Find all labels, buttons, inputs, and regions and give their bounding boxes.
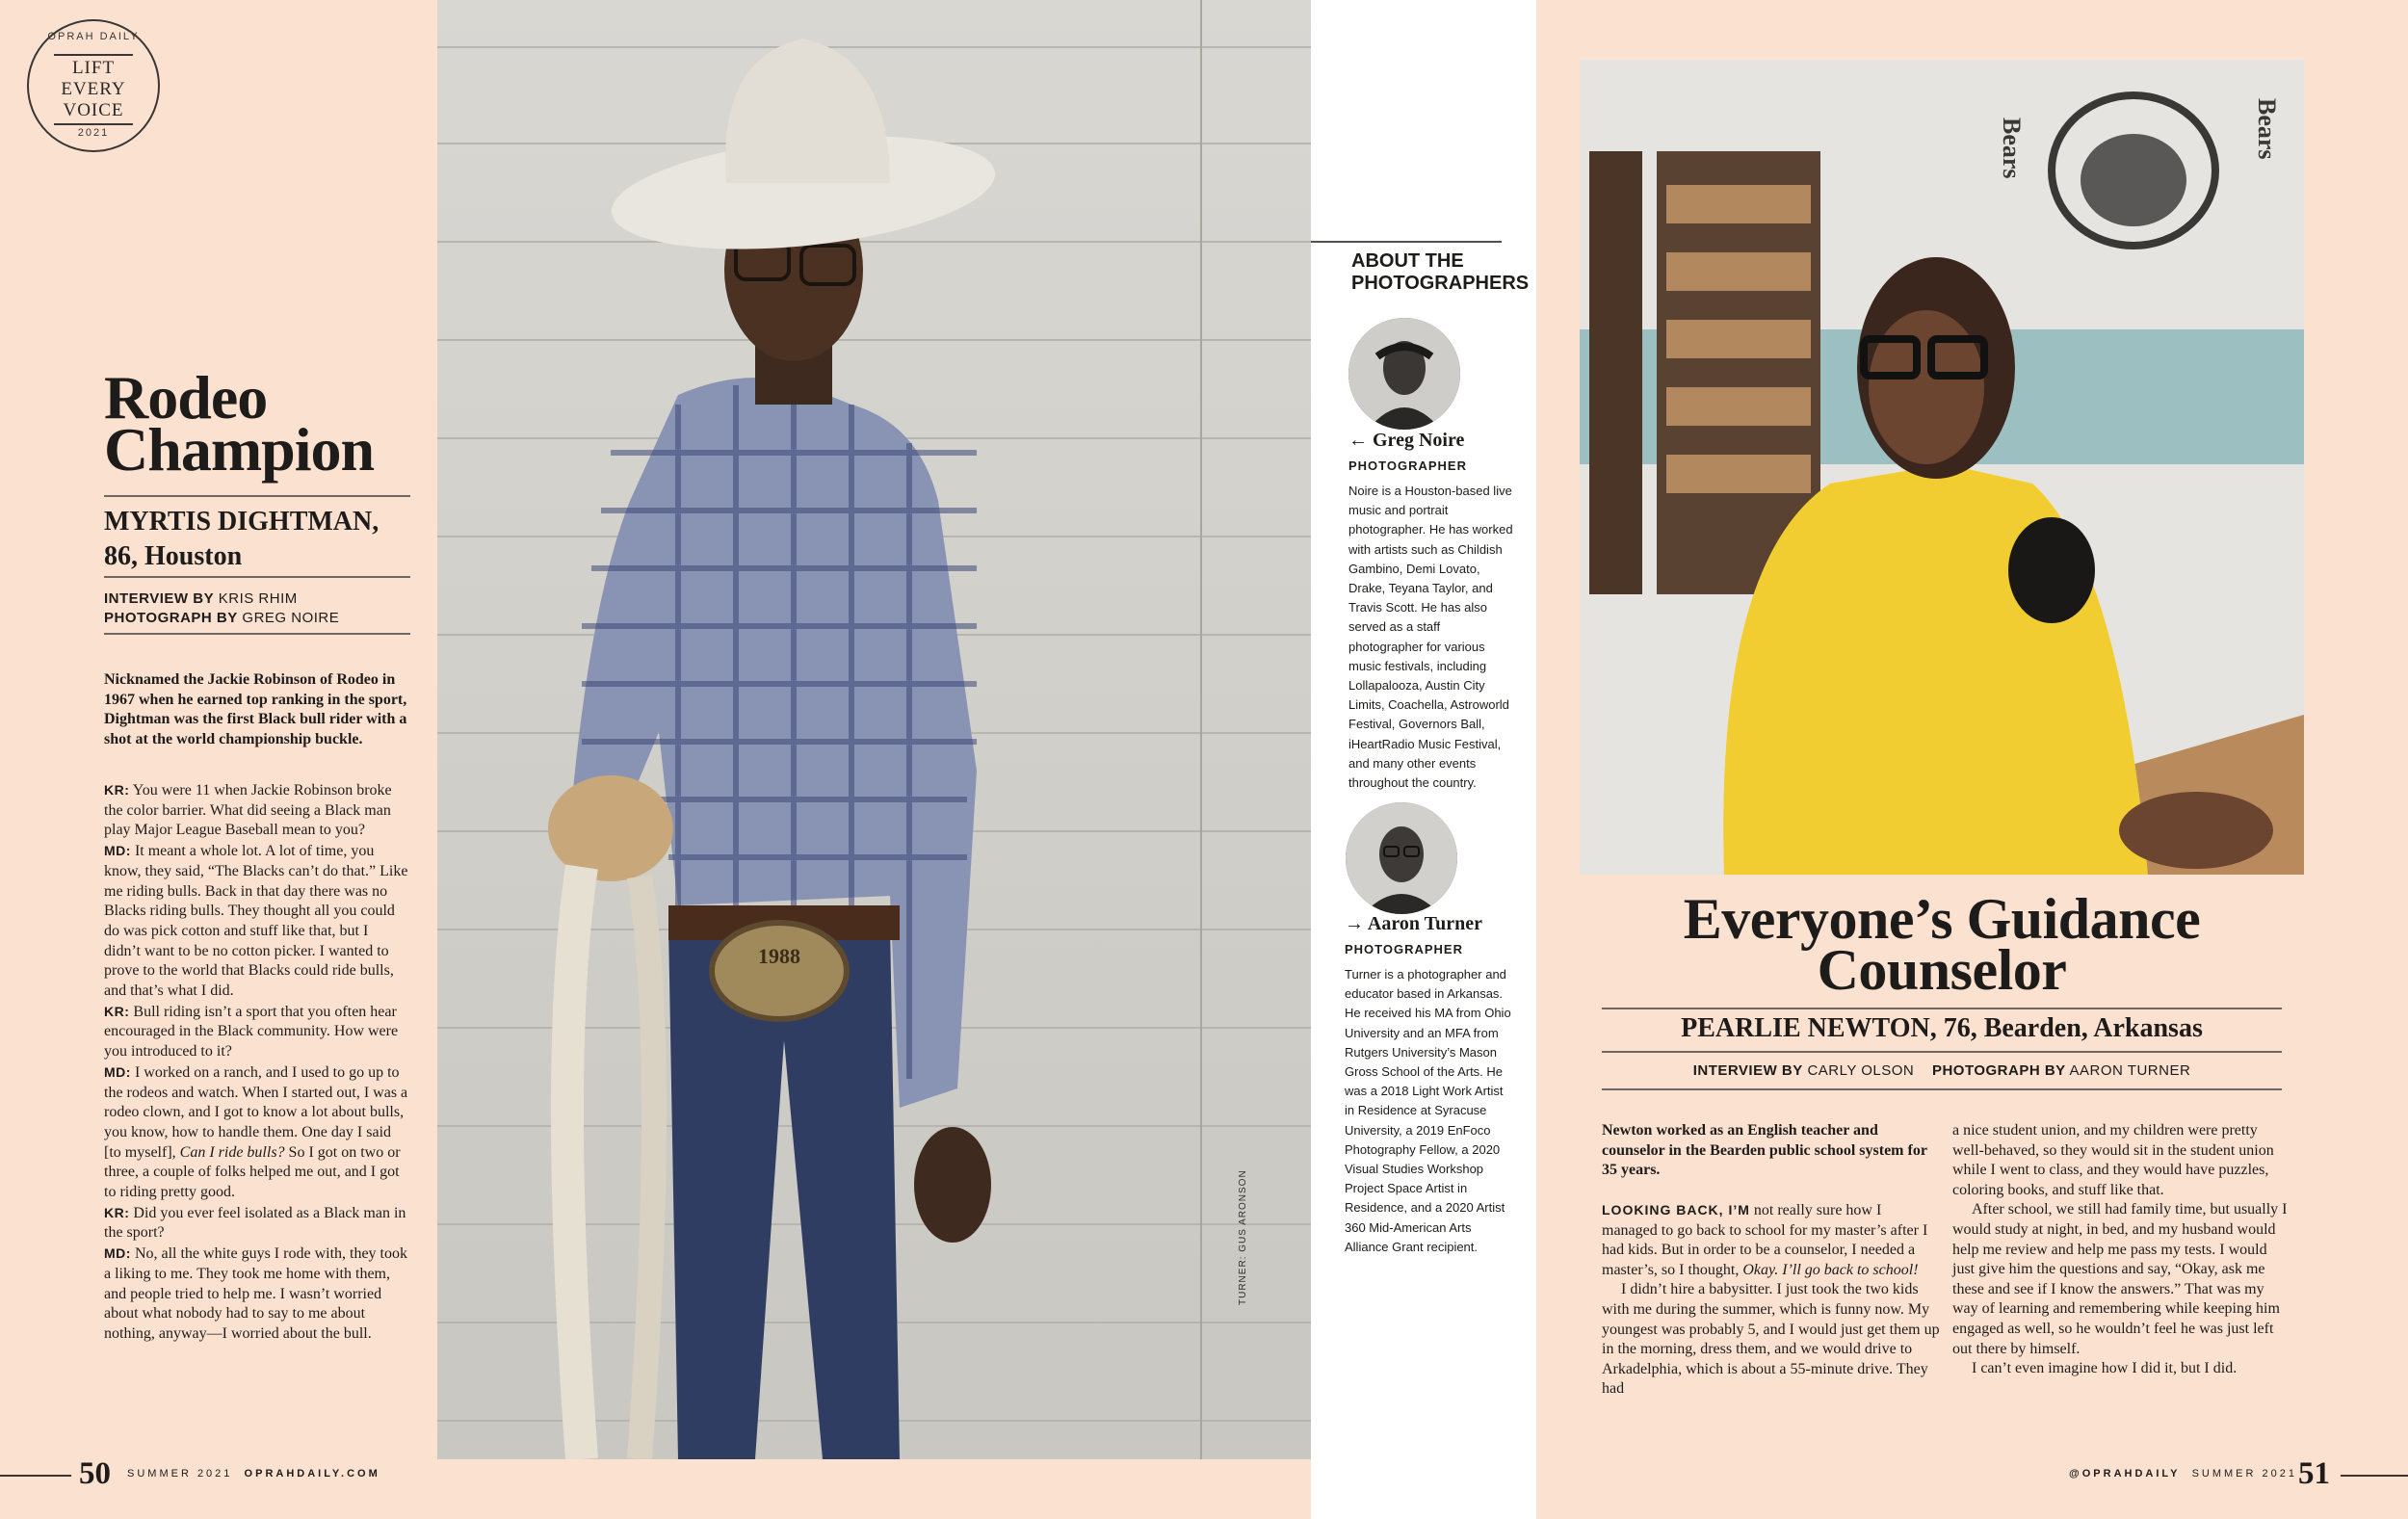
about-heading-line-1: ABOUT THE [1351,250,1464,272]
folio-rule-left [0,1475,71,1477]
photographer-name: GREG NOIRE [242,610,340,626]
qa-text-italic: Can I ride bulls? [179,1143,285,1161]
qa-item [104,1062,408,1203]
photo-label: PHOTOGRAPH BY [104,610,238,626]
seal-top-text: OPRAH DAILY [47,31,140,42]
about-heading-line-2: PHOTOGRAPHERS [1351,273,1530,294]
interview-qa [104,780,408,1345]
photographer-name: AARON TURNER [2069,1062,2191,1079]
article-title-guidance-counselor [1599,887,2285,1002]
photographer-2-name [1345,913,1482,935]
body-italic: Okay. I’ll go back to school! [1742,1261,1919,1278]
subtitle-rule [104,576,410,578]
qa-item [104,1244,408,1345]
subject-name: PEARLIE NEWTON, 76, Bearden, Arkansas [1681,1013,2203,1043]
qa-text: No, all the white guys I rode with, they took a liking to me. They took me home with them, and people tried to help me. I wasn’t worried about what nobody had to say to me about nothing, anyway—I worried about the bull. [104,1245,407,1342]
qa-item [104,780,408,841]
qa-speaker: MD: [104,843,131,859]
body-paragraph: I can’t even imagine how I did it, but I did. [1972,1360,2238,1377]
body-paragraph [1602,1200,1941,1280]
wall-text-left: Bears [1998,118,2026,179]
seal-line-3: VOICE [63,100,124,120]
interview-label: INTERVIEW BY [1692,1062,1803,1079]
folio-site: @OPRAHDAILY [2069,1468,2181,1480]
seal-line-2: EVERY [61,79,126,99]
body-text: not really sure how I managed to go back to school for my master’s after I had kids. But in order to be a counselor, I needed a master’s, so I thought, [1602,1202,1928,1278]
subtitle-rule [1602,1051,2282,1053]
greg-noire-avatar [1348,318,1460,430]
seal-rule-bottom [54,123,133,125]
title-line-1: Rodeo [104,363,268,432]
lift-every-voice-seal [27,19,160,152]
subject-line-2: 86, Houston [104,541,243,571]
lead-in: LOOKING BACK, I’M [1602,1202,1750,1218]
photographer-1-name [1348,430,1464,452]
byline-rule [104,633,410,635]
qa-text: So I got on two or three, a couple of folks helped me out, and I got to riding pretty good. [104,1143,401,1201]
folio-rule-right [2341,1475,2408,1477]
article-intro: Newton worked as an English teacher and counselor in the Bearden public school system for 35 years. [1602,1122,1927,1178]
qa-text: You were 11 when Jackie Robinson broke the color barrier. What did seeing a Black man play Major League Baseball mean to you? [104,782,392,839]
photographer-2-bio: Turner is a photographer and educator based in Arkansas. He received his MA from Ohio University and an MFA from Rutgers University’s Mason Gross School of the Arts. He was a 2018 Light Work Artist in Residence at Syracuse University, a 2019 EnFoco Photography Fellow, a 2020 Visual Studies Workshop Project Space Artist in Residence, and a 2020 Artist 360 Mid-American Arts Alliance Grant recipient. [1345,967,1511,1254]
about-rule [1311,241,1502,243]
article-intro: Nicknamed the Jackie Robinson of Rodeo in 1967 when he earned top ranking in the sport, Dightman was the first Black bull rider with a shot at the world championship buckle. [104,671,407,747]
title-line-2: Champion [104,415,375,484]
arrow-left-icon: ← [1348,430,1368,451]
qa-speaker: KR: [104,1003,130,1019]
qa-speaker: MD: [104,1063,131,1080]
aaron-turner-avatar [1346,802,1457,914]
interview-label: INTERVIEW BY [104,590,215,607]
qa-text: Did you ever feel isolated as a Black man in the sport? [104,1204,406,1242]
body-paragraph: After school, we still had family time, but usually I would study at night, in bed, and my husband would help me review and help me pass my tests. I would just give him the questions and say, “Okay, ask me these and see if I know the answers.” That was my way of learning and remembering while keeping him engaged as well, so he wouldn’t feel he was just left out there by himself. [1952,1201,2288,1357]
byline [1602,1062,2282,1079]
photographer-1-bio: Noire is a Houston-based live music and portrait photographer. He has worked with artists such as Childish Gambino, Demi Lovato, Drake, Teyana Taylor, and Travis Scott. He has also served as a staff photographer for various music festivals, including Lollapalooza, Austin City Limits, Coachella, Astroworld Festival, Governors Ball, iHeartRadio Music Festival, and many other events throughout the country. [1348,484,1513,791]
qa-item [104,1203,408,1244]
portrait-photo-myrtis-dightman [437,0,1311,1459]
qa-text: Bull riding isn’t a sport that you often hear encouraged in the Black community. How were you introduced to it? [104,1003,399,1061]
body-paragraph: a nice student union, and my children were pretty well-behaved, so they would sit in the student union while I went to class, and they would have puzzles, coloring books, and stuff like that. [1952,1122,2274,1198]
qa-speaker: KR: [104,1204,130,1220]
cowboy-figure [437,0,1311,1459]
page-number-right: 51 [2298,1456,2330,1491]
qa-item [104,1002,408,1062]
aaron-turner-portrait [1346,802,1457,914]
about-heading [1351,250,1530,295]
qa-speaker: MD: [104,1245,131,1262]
interviewer-name: KRIS RHIM [218,590,298,607]
page-number-left: 50 [79,1456,111,1491]
qa-text: I worked on a ranch, and I used to go up to the rodeos and watch. When I started out, I was a rodeo clown, and I got to know a lot about bulls, you know, how to handle them. One day I said [to myself], [104,1063,408,1161]
qa-item [104,841,408,1002]
body-column-2 [1952,1121,2288,1379]
greg-noire-portrait [1348,318,1460,430]
wall-text-right: Bears [2253,98,2281,160]
title-rule [104,495,410,497]
body-paragraph: I didn’t hire a babysitter. I just took the two kids with me during the summer, which is funny now. My youngest was probably 5, and I would just get them up in the morning, dress them, and we would drive to Arkadelphia, which is about a 55-minute drive. They had [1602,1281,1940,1398]
photographer-2-role: PHOTOGRAPHER [1345,942,1463,956]
folio-text-right [2069,1468,2297,1480]
title-line-2: Counselor [1817,938,2067,1002]
folio-issue: SUMMER 2021 [2191,1468,2297,1480]
photographer-1-name-text: Greg Noire [1373,430,1465,451]
seal-rule-top [54,54,133,56]
folio-site: OPRAHDAILY.COM [244,1468,380,1480]
photographer-2-name-text: Aaron Turner [1367,913,1483,934]
library-scene [1580,60,2304,875]
byline [104,589,422,628]
title-line-1: Everyone’s Guidance [1683,887,2201,951]
article-title-rodeo-champion [104,363,422,484]
byline-rule [1602,1088,2282,1090]
photographer-1-role: PHOTOGRAPHER [1348,458,1467,473]
subject-line-1: MYRTIS DIGHTMAN, [104,507,380,537]
belt-buckle-year: 1988 [758,944,800,968]
subject-name [104,505,422,574]
folio-issue: SUMMER 2021 [127,1468,233,1480]
qa-speaker: KR: [104,782,130,798]
seal-line-1: LIFT [71,58,116,78]
photo-label: PHOTOGRAPH BY [1931,1062,2066,1079]
arrow-right-icon: → [1345,913,1364,934]
interviewer-name: CARLY OLSON [1807,1062,1915,1079]
folio-text-left [127,1468,380,1480]
title-rule [1602,1008,2282,1009]
seal-year: 2021 [77,127,110,139]
qa-text: It meant a whole lot. A lot of time, you know, they said, “The Blacks can’t do that.” Like me riding bulls. Back in that day there was no Blacks riding bulls. They thought all you could do was pick cotton and stuff like that, but I didn’t want to be no cotton picker. I wanted to prove to the world that Blacks could ride bulls, and that’s what I did. [104,843,408,1000]
body-column-1 [1602,1200,1941,1400]
photo-credit: TURNER: GUS ARONSON [1238,1169,1248,1305]
portrait-photo-pearlie-newton [1580,60,2304,875]
